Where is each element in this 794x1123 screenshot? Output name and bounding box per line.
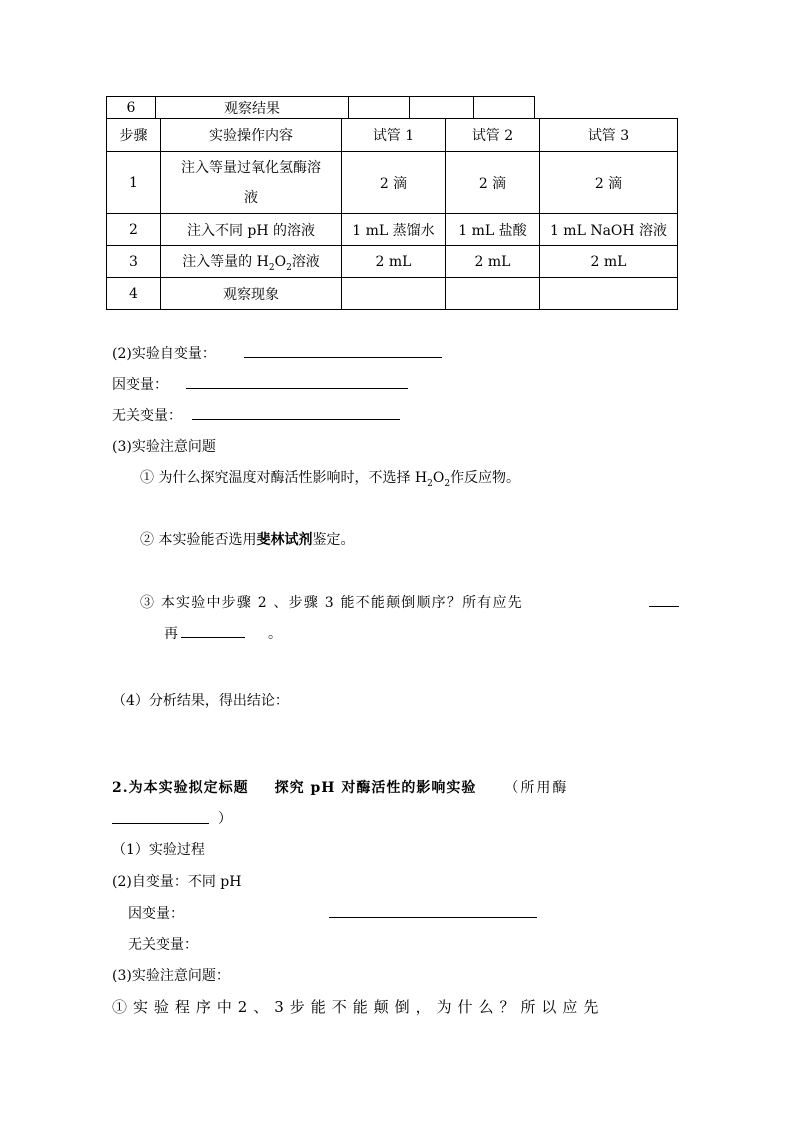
sec1-analysis: （4）分析结果，得出结论： bbox=[112, 693, 289, 709]
row3-t2: 2 mL bbox=[446, 246, 540, 278]
row1-t1: 2 滴 bbox=[342, 152, 446, 214]
row1-t2: 2 滴 bbox=[446, 152, 540, 214]
header-tube2: 试管 2 bbox=[446, 119, 540, 152]
row2-t2: 1 mL 盐酸 bbox=[446, 214, 540, 246]
sec1-dep-blank[interactable] bbox=[186, 388, 408, 389]
row1-op bbox=[161, 152, 342, 214]
row1-t3: 2 滴 bbox=[540, 152, 678, 214]
row4-t2 bbox=[446, 278, 540, 310]
table-row bbox=[107, 214, 678, 246]
sec1-question-3-line2-post: 。 bbox=[268, 626, 282, 642]
sec1-question-3-line2-pre: 再 bbox=[164, 626, 178, 642]
row1-op-line2: 液 bbox=[244, 189, 258, 206]
sec2-irrel-label: 无关变量： bbox=[128, 937, 198, 953]
sec1-question-1: ① 为什么探究温度对酶活性影响时，不选择 $H_2O_2$作反应物。 bbox=[140, 470, 521, 489]
sec1-indep-blank[interactable] bbox=[244, 357, 442, 358]
sec2-indep: (2)自变量：不同 pH bbox=[112, 874, 242, 890]
sec1-question-2: ② 本实验能否选用斐林试剂鉴定。 bbox=[140, 532, 355, 548]
sec1-q3-blank2[interactable] bbox=[181, 637, 245, 638]
header-step: 步骤 bbox=[107, 119, 161, 152]
row3-step: 3 bbox=[107, 246, 161, 278]
header-operation: 实验操作内容 bbox=[161, 119, 342, 152]
row4-t1 bbox=[342, 278, 446, 310]
overlap-cell-t3 bbox=[474, 97, 535, 119]
row4-t3 bbox=[540, 278, 678, 310]
row2-t1: 1 mL 蒸馏水 bbox=[342, 214, 446, 246]
experiment-table bbox=[106, 118, 678, 310]
header-tube1: 试管 1 bbox=[342, 119, 446, 152]
row4-step: 4 bbox=[107, 278, 161, 310]
table-row bbox=[107, 152, 678, 214]
sec1-indep-label: (2)实验自变量： bbox=[112, 346, 216, 362]
sec1-notes-heading: (3)实验注意问题 bbox=[112, 439, 216, 455]
overlap-cell-t1 bbox=[349, 97, 410, 119]
overlap-cell-t2 bbox=[410, 97, 474, 119]
sec2-process: （1）实验过程 bbox=[112, 842, 205, 858]
overlap-row-table bbox=[106, 96, 535, 119]
table-row bbox=[107, 278, 678, 310]
sec1-q3-blank1[interactable] bbox=[649, 606, 679, 607]
row4-op: 观察现象 bbox=[161, 278, 342, 310]
sec1-irrel-label: 无关变量： bbox=[112, 408, 182, 424]
sec2-close-paren: ） bbox=[218, 811, 232, 827]
row3-t3: 2 mL bbox=[540, 246, 678, 278]
sec2-enzyme-blank[interactable] bbox=[112, 823, 209, 824]
sec2-dep-blank[interactable] bbox=[329, 917, 537, 918]
row2-step: 2 bbox=[107, 214, 161, 246]
sec2-title: 2.为本实验拟定标题 探究 pH 对酶活性的影响实验 （所用酶 bbox=[112, 780, 569, 796]
sec2-question-1: ① 实 验 程 序 中 2 、 3 步 能 不 能 颠 倒 ， 为 什 么 ？ 所 以 应 先 bbox=[112, 998, 599, 1016]
row3-t1: 2 mL bbox=[342, 246, 446, 278]
sec1-irrel-blank[interactable] bbox=[192, 419, 400, 420]
row2-op: 注入不同 pH 的溶液 bbox=[161, 214, 342, 246]
sec1-dep-label: 因变量： bbox=[112, 377, 168, 393]
header-tube3: 试管 3 bbox=[540, 119, 678, 152]
row1-op-line1: 注入等量过氧化氢酶溶 bbox=[181, 159, 321, 176]
sec2-notes-heading: (3)实验注意问题： bbox=[112, 968, 230, 984]
overlap-cell-step: 6 bbox=[107, 97, 156, 119]
row3-op: 注入等量的 $H_2O_2$溶液 bbox=[161, 246, 342, 278]
overlap-cell-op: 观察结果 bbox=[156, 97, 349, 119]
sec2-dep-label: 因变量： bbox=[128, 906, 184, 922]
table-row bbox=[107, 246, 678, 278]
row1-step: 1 bbox=[107, 152, 161, 214]
sec1-question-3-line1: ③ 本实验中步骤 2 、步骤 3 能不能颠倒顺序？所有应先 bbox=[140, 595, 523, 611]
row2-t3: 1 mL NaOH 溶液 bbox=[540, 214, 678, 246]
